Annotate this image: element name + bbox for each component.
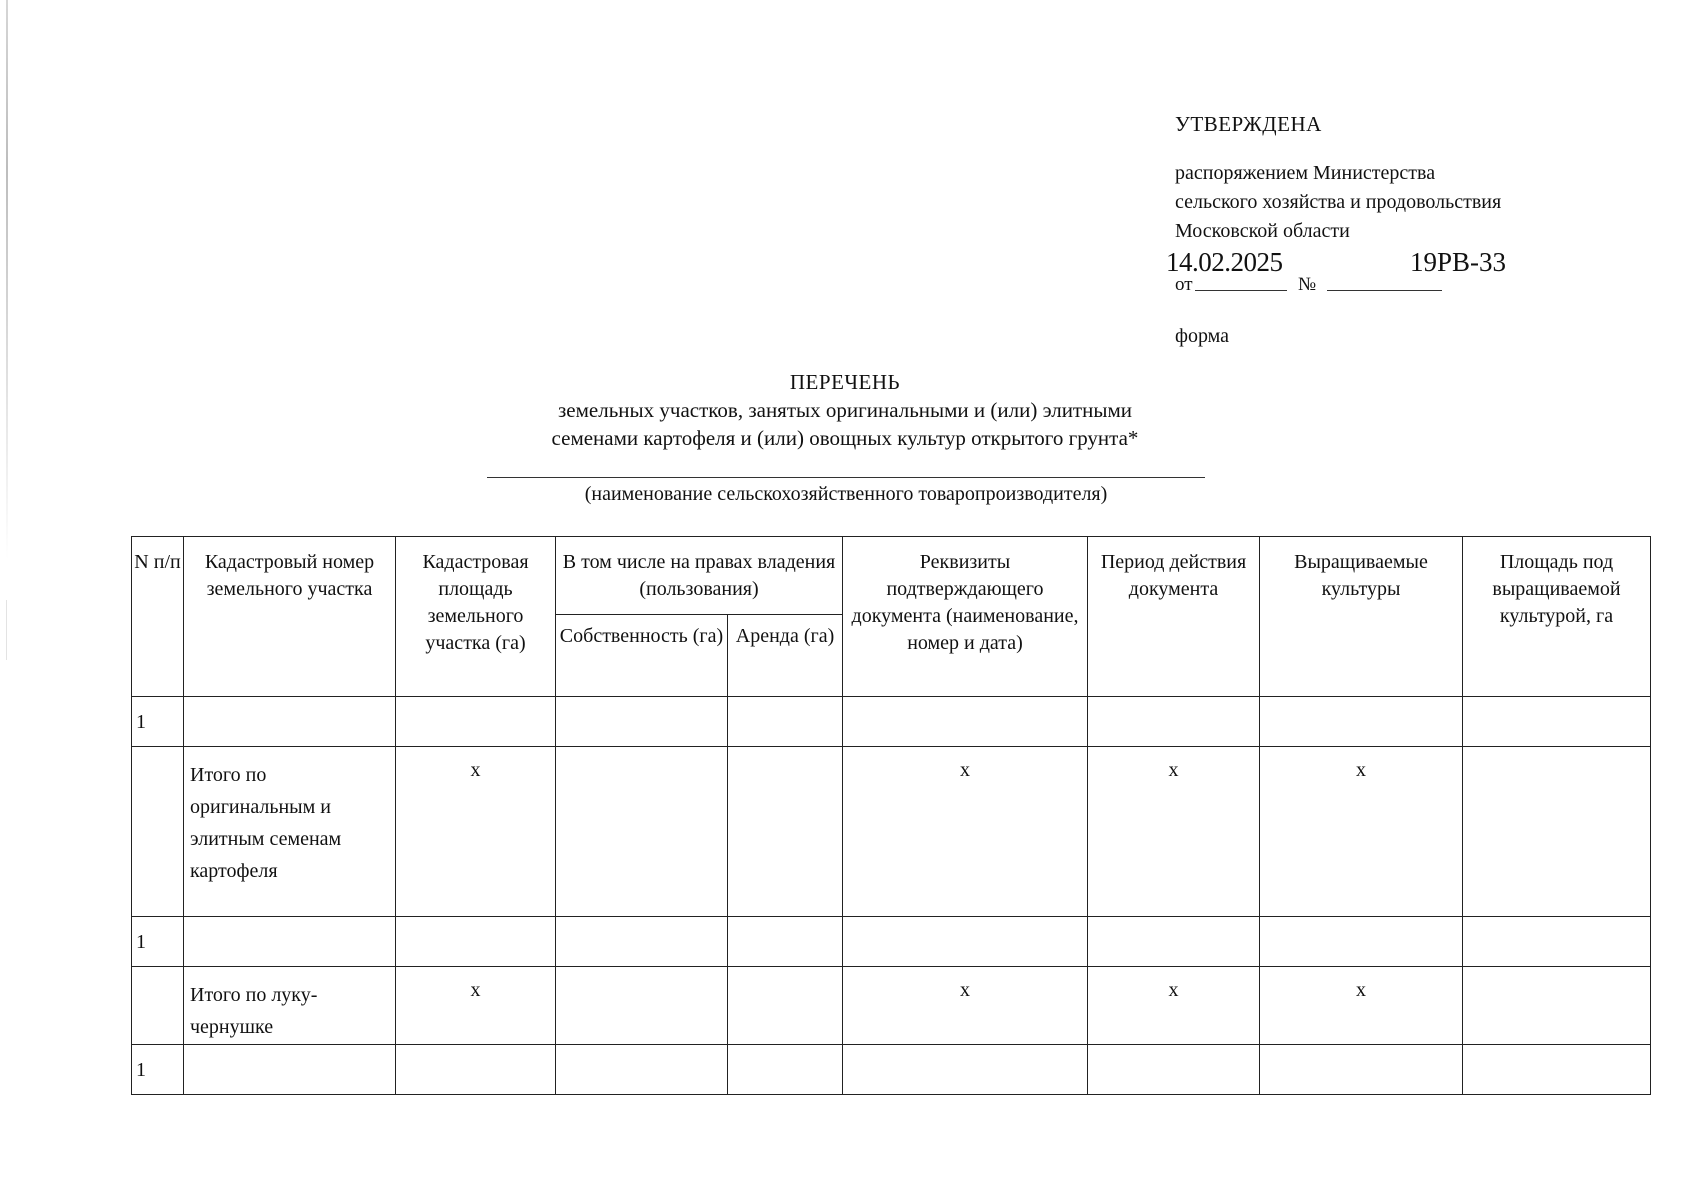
- x-mark-cell: x: [843, 747, 1088, 917]
- header-validity-period: Период действия документа: [1088, 537, 1260, 697]
- scan-edge-mark: [6, 600, 7, 660]
- x-mark-cell: x: [396, 747, 556, 917]
- table-header-row: [132, 537, 1651, 615]
- land-plots-table: [131, 536, 1651, 1095]
- table-cell: [728, 1045, 843, 1095]
- table-cell: [556, 1045, 728, 1095]
- header-cadastral-number: Кадастровый номер земельного участка: [184, 537, 396, 697]
- table-cell: [184, 917, 396, 967]
- table-cell: [396, 1045, 556, 1095]
- x-mark-cell: x: [1088, 967, 1260, 1045]
- table-cell: [556, 917, 728, 967]
- table-cell: [1463, 747, 1651, 917]
- producer-caption: (наименование сельскохозяйственного товаропроизводителя): [584, 483, 1108, 505]
- x-mark-cell: x: [1088, 747, 1260, 917]
- header-cadastral-area: Кадастровая площадь земельного участка (га): [396, 537, 556, 697]
- table-cell: [396, 917, 556, 967]
- document-title: ПЕРЕЧЕНЬ: [789, 370, 901, 394]
- table-cell: [1463, 697, 1651, 747]
- table-cell: [1463, 917, 1651, 967]
- x-mark-cell: x: [1260, 747, 1463, 917]
- order-reference: [1166, 247, 1595, 300]
- table-cell: [1088, 697, 1260, 747]
- table-cell: [1463, 967, 1651, 1045]
- approval-by-line: сельского хозяйства и продовольствия: [1175, 191, 1502, 213]
- row-num-cell: 1: [132, 697, 184, 747]
- form-label: форма: [1175, 325, 1230, 347]
- x-mark-cell: x: [1260, 967, 1463, 1045]
- table-cell: [556, 967, 728, 1045]
- total-label-cell: Итого по луку-чернушке: [184, 967, 396, 1045]
- total-label-cell: Итого по оригинальным и элитным семенам картофеля: [184, 747, 396, 917]
- table-cell: [396, 697, 556, 747]
- date-from-label: от: [1175, 274, 1193, 295]
- date-underline: [1195, 290, 1287, 291]
- table-row-total: [132, 967, 1651, 1045]
- producer-name-line: [487, 477, 1205, 478]
- table-cell: [184, 1045, 396, 1095]
- header-crops: Выращиваемые культуры: [1260, 537, 1463, 697]
- table-row: [132, 697, 1651, 747]
- scan-edge-mark: [6, 0, 8, 560]
- table-cell: [1260, 1045, 1463, 1095]
- table-cell: [728, 917, 843, 967]
- row-num-cell: 1: [132, 1045, 184, 1095]
- document-subtitle-line: земельных участков, занятых оригинальными и (или) элитными: [558, 398, 1132, 422]
- header-ownership: Собственность (га): [556, 615, 728, 697]
- table-cell: [728, 967, 843, 1045]
- order-date: 14.02.2025: [1166, 247, 1283, 277]
- x-mark-cell: x: [843, 967, 1088, 1045]
- table-cell: [1260, 697, 1463, 747]
- approval-heading: УТВЕРЖДЕНА: [1175, 112, 1322, 136]
- table-cell: [556, 747, 728, 917]
- table-cell: [1260, 917, 1463, 967]
- table-row-total: [132, 747, 1651, 917]
- table-cell: [556, 697, 728, 747]
- table-cell: [1088, 1045, 1260, 1095]
- title-block: [480, 368, 1210, 452]
- header-crop-area: Площадь под выращиваемой культурой, га: [1463, 537, 1651, 697]
- table-cell: [184, 697, 396, 747]
- header-lease: Аренда (га): [728, 615, 843, 697]
- order-number: 19РВ-33: [1410, 247, 1507, 277]
- number-sign: №: [1298, 274, 1317, 295]
- number-underline: [1327, 290, 1442, 291]
- document-subtitle-line: семенами картофеля и (или) овощных культур открытого грунта*: [551, 426, 1139, 450]
- table-cell: [1463, 1045, 1651, 1095]
- approval-by-line: Московской области: [1175, 220, 1350, 242]
- table-cell: [843, 697, 1088, 747]
- table-row: [132, 1045, 1651, 1095]
- table-cell: [728, 697, 843, 747]
- table-row: [132, 917, 1651, 967]
- table-cell: [132, 747, 184, 917]
- header-document-details: Реквизиты подтверждающего документа (наименование, номер и дата): [843, 537, 1088, 697]
- header-num: N п/п: [132, 537, 184, 697]
- header-rights-group: В том числе на правах владения (пользования): [556, 537, 843, 615]
- table-cell: [1088, 917, 1260, 967]
- row-num-cell: 1: [132, 917, 184, 967]
- x-mark-cell: x: [396, 967, 556, 1045]
- table-cell: [843, 917, 1088, 967]
- approval-block: [1166, 110, 1595, 351]
- table-cell: [843, 1045, 1088, 1095]
- approval-by-line: распоряжением Министерства: [1175, 162, 1436, 184]
- table-cell: [132, 967, 184, 1045]
- table-cell: [728, 747, 843, 917]
